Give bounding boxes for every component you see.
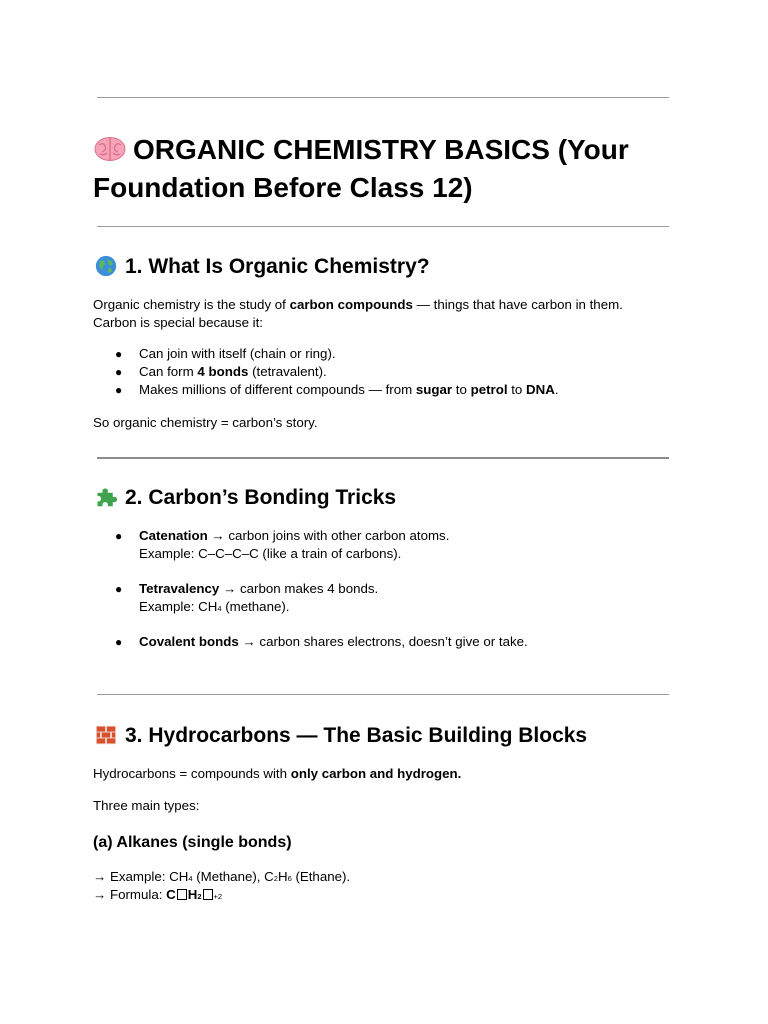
missing-glyph-icon — [177, 889, 187, 900]
divider — [97, 97, 669, 98]
bullet-icon: ● — [115, 529, 123, 543]
paragraph: Three main types: — [93, 798, 200, 813]
paragraph: Carbon is special because it: — [93, 315, 263, 330]
list-item: Catenation → carbon joins with other carbon atoms. — [139, 528, 450, 543]
divider — [97, 694, 669, 695]
puzzle-icon — [93, 486, 119, 508]
paragraph: Hydrocarbons = compounds with only carbon and hydrogen. — [93, 766, 462, 781]
missing-glyph-icon — [203, 889, 213, 900]
bullet-icon: ● — [115, 365, 123, 379]
formula-line: → Formula: C H2 +2 — [93, 887, 223, 902]
list-item: Covalent bonds → carbon shares electrons, doesn’t give or take. — [139, 634, 528, 649]
list-item-example: Example: CH4 (methane). — [139, 599, 290, 614]
paragraph: → Example: CH4 (Methane), C2H6 (Ethane). — [93, 869, 351, 884]
paragraph: Organic chemistry is the study of carbon compounds — things that have carbon in them. — [93, 297, 623, 312]
bullet-icon: ● — [115, 383, 123, 397]
list-item: Can form 4 bonds (tetravalent). — [139, 364, 327, 379]
subsection-heading: (a) Alkanes (single bonds) — [93, 834, 292, 851]
divider — [97, 226, 669, 227]
page-title: ORGANIC CHEMISTRY BASICS (Your Foundation Before Class 12) — [93, 134, 629, 203]
bullet-icon: ● — [115, 347, 123, 361]
globe-icon — [93, 255, 119, 277]
bricks-icon — [93, 724, 119, 746]
section-heading-2: 2. Carbon’s Bonding Tricks — [93, 484, 396, 512]
list-item-example: Example: C–C–C–C (like a train of carbons). — [139, 546, 402, 561]
list-item: Makes millions of different compounds — from sugar to petrol to DNA. — [139, 382, 559, 397]
divider — [97, 457, 669, 459]
list-item: Can join with itself (chain or ring). — [139, 346, 336, 361]
bullet-icon: ● — [115, 635, 123, 649]
list-item: Tetravalency → carbon makes 4 bonds. — [139, 581, 379, 596]
bullet-icon: ● — [115, 582, 123, 596]
brain-icon — [93, 134, 127, 162]
section-heading-1: 1. What Is Organic Chemistry? — [93, 253, 430, 281]
paragraph: So organic chemistry = carbon’s story. — [93, 415, 318, 430]
section-heading-3: 3. Hydrocarbons — The Basic Building Blocks — [93, 722, 587, 750]
